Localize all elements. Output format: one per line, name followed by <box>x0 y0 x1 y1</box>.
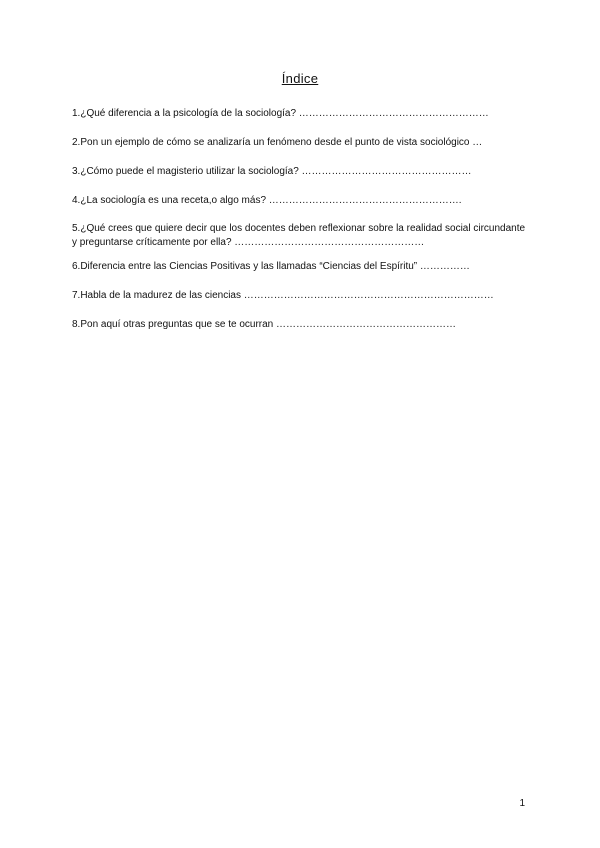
toc-entry-1: 1.¿Qué diferencia a la psicología de la sociología? ………………………………………………… <box>72 108 489 119</box>
toc-entry-8: 8.Pon aquí otras preguntas que se te ocurran ……………………………………………… <box>72 319 457 330</box>
index-title: Índice <box>281 71 319 86</box>
toc-entry-4: 4.¿La sociología es una receta,o algo más? …………………………………………………. <box>72 195 462 206</box>
table-of-contents <box>72 107 532 332</box>
toc-entry-3: 3.¿Cómo puede el magisterio utilizar la sociología? …………………………………………… <box>72 166 472 177</box>
toc-entry-7: 7.Habla de la madurez de las ciencias ………………………………………………………………… <box>72 290 494 301</box>
toc-entry-6: 6.Diferencia entre las Ciencias Positivas y las llamadas “Ciencias del Espíritu” …………… <box>72 261 470 272</box>
toc-entry-2: 2.Pon un ejemplo de cómo se analizaría un fenómeno desde el punto de vista sociológico … <box>72 137 483 148</box>
page-number: 1 <box>519 798 525 809</box>
toc-entry-5: 5.¿Qué crees que quiere decir que los docentes deben reflexionar sobre la realidad social circundante y preguntarse críticamente por ella? ………………………………………………… <box>72 223 526 248</box>
